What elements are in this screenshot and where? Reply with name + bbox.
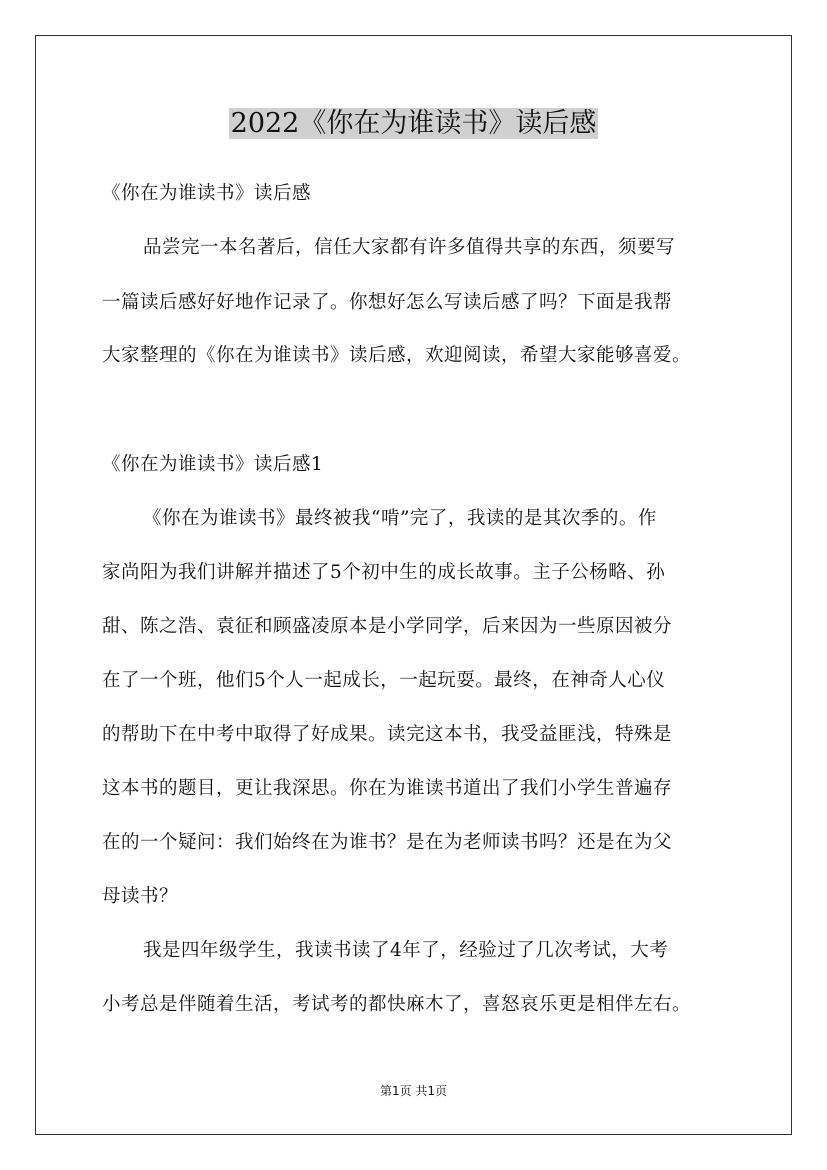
subtitle: 《你在为谁读书》读后感 <box>102 183 312 204</box>
document-title-text: 2022《你在为谁读书》读后感 <box>230 108 597 139</box>
body-line: 小考总是伴随着生活，考试考的都快麻木了，喜怒哀乐更是相伴左右。 <box>102 994 692 1015</box>
intro-line: 大家整理的《你在为谁读书》读后感，欢迎阅读，希望大家能够喜爱。 <box>102 345 692 366</box>
body-line: 家尚阳为我们讲解并描述了5个初中生的成长故事。主子公杨略、孙 <box>102 562 666 583</box>
body-line: 我是四年级学生，我读书读了4年了，经验过了几次考试，大考 <box>143 940 669 961</box>
page-footer: 第1页 共1页 <box>379 1084 448 1098</box>
body-line: 在的一个疑问：我们始终在为谁书？是在为老师读书吗？还是在为父 <box>102 832 673 853</box>
intro-line: 品尝完一本名著后，信任大家都有许多值得共享的东西，须要写 <box>143 237 676 258</box>
body-line: 母读书？ <box>102 886 179 907</box>
body-line: 《你在为谁读书》最终被我“啃”完了，我读的是其次季的。作 <box>143 508 657 529</box>
intro-line: 一篇读后感好好地作记录了。你想好怎么写读后感了吗？下面是我帮 <box>102 292 673 313</box>
body-line: 在了一个班，他们5个人一起成长，一起玩耍。最终，在神奇人心仪 <box>102 670 666 691</box>
body-line: 的帮助下在中考中取得了好成果。读完这本书，我受益匪浅，特殊是 <box>102 724 673 745</box>
document-title <box>0 104 827 144</box>
section-heading: 《你在为谁读书》读后感1 <box>102 454 324 475</box>
body-line: 甜、陈之浩、袁征和顾盛凌原本是小学同学，后来因为一些原因被分 <box>102 616 673 637</box>
body-line: 这本书的题目，更让我深思。你在为谁读书道出了我们小学生普遍存 <box>102 778 673 799</box>
